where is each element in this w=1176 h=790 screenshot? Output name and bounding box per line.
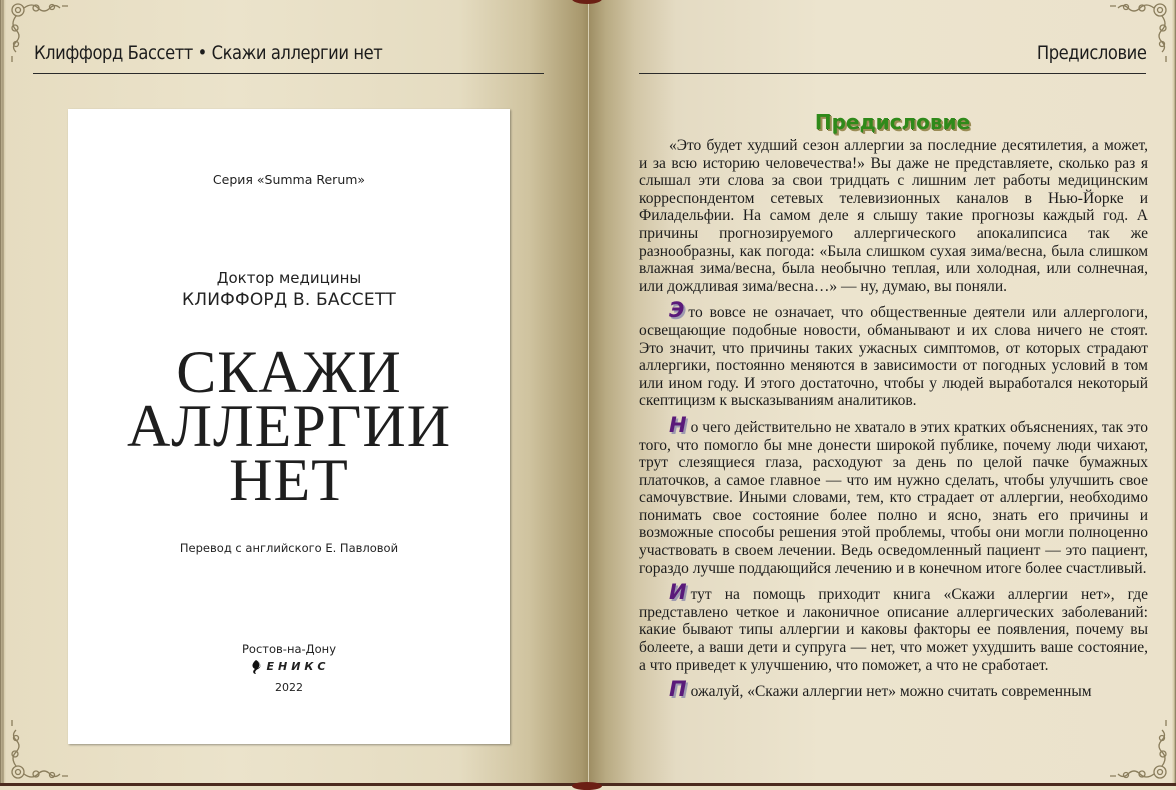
dropcap: Н xyxy=(669,412,687,437)
phoenix-logo-icon xyxy=(249,659,265,675)
dropcap: Э xyxy=(669,298,685,323)
dropcap: И xyxy=(669,580,687,605)
paragraph xyxy=(639,298,1148,410)
header-rule-left xyxy=(33,73,544,74)
cover-publisher xyxy=(68,659,510,675)
cover-title-line: СКАЖИ xyxy=(176,339,402,405)
cover-series: Серия «Summa Rerum» xyxy=(212,172,366,187)
paragraph-text: то вовсе не означает, что общественные деятели или аллергологи, освещающие подобные новости, обманывают и их слова ничего не стоят. Это значит, что причины таких ужасных симптомов, от которых страдают аллергики, постоянно меняются в зависимости от погодных условий в том или ином году. И этого достаточно, чтобы у людей выработался некоторый скептицизм к высказываниям аналитиков. xyxy=(639,304,1148,410)
paragraph xyxy=(639,137,1148,295)
bookmark-ribbon-bottom xyxy=(572,782,602,790)
cover-year: 2022 xyxy=(275,681,303,694)
chapter-text[interactable] xyxy=(639,137,1148,710)
left-page-edge xyxy=(0,0,6,786)
cover-city: Ростов-на-Дону xyxy=(241,642,337,656)
chapter-title: Предисловие xyxy=(814,110,971,134)
paragraph xyxy=(639,412,1148,577)
cover-title-line: НЕТ xyxy=(229,447,349,513)
book-cover-image xyxy=(68,109,510,744)
publisher-name: ЕНИКС xyxy=(266,660,330,673)
cover-title-line: АЛЛЕРГИИ xyxy=(126,393,452,459)
cover-author-title: Доктор медицины xyxy=(216,269,362,287)
cover-translator: Перевод с английского Е. Павловой xyxy=(179,541,399,555)
paragraph-text: «Это будет худший сезон аллергии за последние десятилетия, а может, и за всю историю человечества!» Вы даже не представляете, сколько раз я слышал эти слова за свои тридцать с лишним лет работы медицинским корреспондентом сетевых телевизионных каналов в Нью-Йорке и Филадельфии. На самом деле я слышу такие прогнозы каждый год. А причины прогнозируемого аллергического апокалипсиса так же разнообразны, как погода: «Была слишком сухая зима/весна, была слишком влажная зима/весна, была необычно теплая, или холодная, или солнечная, или дождливая зима/весна…» — ну, думаю, вы поняли. xyxy=(639,137,1148,295)
cover-title xyxy=(68,339,510,513)
book-spine xyxy=(588,0,589,786)
corner-ornament-icon xyxy=(1100,710,1172,782)
right-page-edge xyxy=(1172,0,1176,786)
header-rule-right xyxy=(639,73,1146,74)
paragraph-text: о чего действительно не хватало в этих кратких объяснениях, так это того, что помогло бы мне донести широкой публике, почему люди чихают, трут слезящиеся глаза, расходуют за день по целой пачке бумажных платочков, а самое главное — что им нужно сделать, чтобы улучшить свое самочувствие. Иными словами, тем, кто страдает от аллергии, необходимо понимать свое состояние более полно и ясно, знать его причины и возможные способы решения этой проблемы, чтобы они могли полноценно участвовать в своем лечении. Ведь осведомленный пациент — это пациент, гораздо лучше поддающийся лечению и в конечном итоге более счастливый. xyxy=(639,418,1148,577)
running-head-right: Предисловие xyxy=(1036,42,1146,64)
dropcap: П xyxy=(669,677,687,702)
running-head-left: Клиффорд Бассетт • Скажи аллергии нет xyxy=(34,42,383,64)
cover-author-name: КЛИФФОРД В. БАССЕТТ xyxy=(182,290,396,310)
paragraph-text: тут на помощь приходит книга «Скажи аллергии нет», где представлено четкое и лаконичное описание аллергических заболеваний: какие бывают типы аллергии и каковы факторы ее появления, почему вы болеете, а ваши дети и супруга — нет, что может ухудшить ваше состояние, а что приведет к улучшению, что поможет, а что не сработает. xyxy=(639,586,1148,674)
paragraph xyxy=(639,677,1148,702)
paragraph xyxy=(639,580,1148,674)
paragraph-text: ожалуй, «Скажи аллергии нет» можно считать современным xyxy=(690,683,1092,701)
